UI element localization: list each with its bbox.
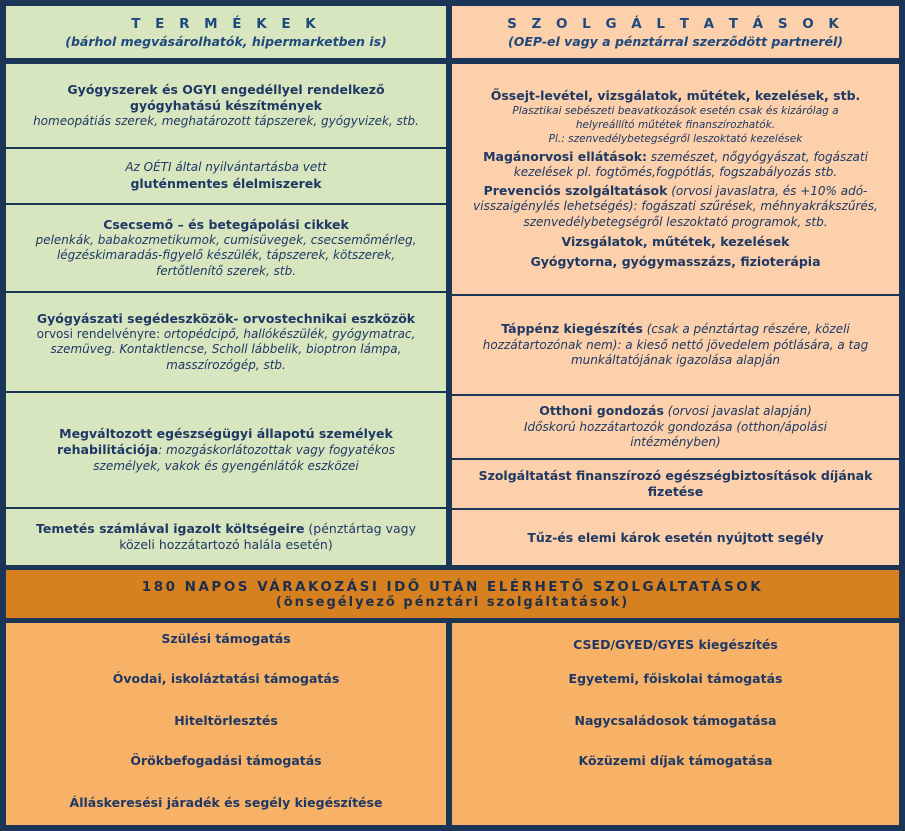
bottom-title: 180 NAPOS VÁRAKOZÁSI IDŐ UTÁN ELÉRHETŐ SZOLGÁLTATÁSOK xyxy=(141,578,764,595)
szolg-cell-tuz xyxy=(452,510,899,565)
bottom-left-item: Álláskeresési járadék és segély kiegészítése xyxy=(69,795,383,810)
termek-cell-rehabilitacio xyxy=(6,393,446,507)
szolg-otthoni-italic: (orvosi javaslat alapján) xyxy=(663,404,812,419)
termekek-title: T E R M É K E K xyxy=(131,15,321,32)
szolg-cell-finansz xyxy=(452,460,899,508)
szolg-prevencios-bold: Prevenciós szolgáltatások xyxy=(483,182,668,198)
szolg-szenvedely: Pl.: szenvedélybetegségről leszoktató kezelések xyxy=(548,132,803,145)
termek-gluten-title: gluténmentes élelmiszerek xyxy=(130,175,322,191)
termek-rehab-bold: Megváltozott egészségügyi állapotú személyek rehabilitációja xyxy=(57,425,393,457)
szolgaltatasok-title: S Z O L G Á L T A T Á S O K xyxy=(507,15,844,32)
termekek-subtitle: (bárhol megvásárolhatók, hipermarketben is) xyxy=(65,33,387,49)
termek-csecsemo-desc: pelenkák, babakozmetikumok, cumisüvegek, csecsemőmérleg, légzéskimaradás-figyelő készülék, tápszerek, kötszerek, fertőtlenítő szerek, stb. xyxy=(35,232,417,278)
szolg-finansz: Szolgáltatást finanszírozó egészségbiztosítások díjának fizetése xyxy=(478,468,873,499)
szolg-gyogytorna: Gyógytorna, gyógymasszázs, fizioterápia xyxy=(530,254,821,270)
szolg-cell-otthoni xyxy=(452,396,899,458)
szolg-cell-main xyxy=(452,64,899,294)
termek-gyogyszerek-title: Gyógyszerek és OGYI engedéllyel rendelkező gyógyhatású készítmények xyxy=(67,81,385,113)
termek-cell-temetes xyxy=(6,509,446,565)
bottom-subtitle: (önsegélyező pénztári szolgáltatások) xyxy=(275,594,630,610)
szolg-plasztikai: Plasztikai sebészeti beavatkozások esetén csak és kizárólag a helyreállító műtétek finanszírozhatók. xyxy=(512,104,839,131)
bottom-left-item: Szülési támogatás xyxy=(161,631,291,646)
termek-temetes-bold: Temetés számlával igazolt költségeire xyxy=(36,521,305,536)
bottom-left-panel xyxy=(6,623,446,825)
szolg-tappenz-text xyxy=(480,321,871,369)
bottom-right-item: Egyetemi, főiskolai támogatás xyxy=(568,671,783,686)
termek-csecsemo-title: Csecsemő – és betegápolási cikkek xyxy=(103,216,349,232)
szolg-otthoni-text xyxy=(539,403,812,420)
szolg-vizsgalatok: Vizsgálatok, műtétek, kezelések xyxy=(561,234,790,250)
bottom-left-item: Óvodai, iskoláztatási támogatás xyxy=(112,671,340,686)
szolg-cell-tappenz xyxy=(452,296,899,394)
termek-segedeszkoz-normal: orvosi rendelvényre: xyxy=(36,326,164,341)
szolgaltatasok-header xyxy=(452,6,899,58)
szolg-tuz: Tűz-és elemi károk esetén nyújtott segély xyxy=(527,529,824,545)
termek-cell-segedeszkozok xyxy=(6,293,446,391)
szolg-maganorvosi-italic: szemészet, nőgyógyászat, fogászati kezelések pl. fogtömés,fogpótlás, fogszabályozás stb. xyxy=(513,149,868,180)
termek-temetes-text xyxy=(24,521,428,553)
termek-rehab-italic: : mozgáskorlátozottak vagy fogyatékos személyek, vakok és gyengénlátók eszközei xyxy=(93,442,395,473)
termek-segedeszkoz-title: Gyógyászati segédeszközök- orvostechnikai eszközök xyxy=(36,310,416,326)
szolg-otthoni-bold: Otthoni gondozás xyxy=(539,403,664,419)
termek-rehab-text xyxy=(28,426,424,475)
bottom-left-item: Hiteltörlesztés xyxy=(174,713,278,728)
szolg-maganorvosi-bold: Magánorvosi ellátások: xyxy=(483,148,648,164)
termek-segedeszkoz-desc xyxy=(28,327,424,374)
termek-gyogyszerek-desc: homeopátiás szerek, meghatározott tápszerek, gyógyvizek, stb. xyxy=(33,113,419,128)
bottom-right-panel xyxy=(452,623,899,825)
bottom-left-item: Örökbefogadási támogatás xyxy=(130,753,322,768)
termekek-header xyxy=(6,6,446,58)
termek-temetes-normal: (pénztártag vagy közeli hozzátartozó halála esetén) xyxy=(119,521,416,552)
szolg-maganorvosi xyxy=(468,149,883,181)
szolg-tappenz-bold: Táppénz kiegészítés xyxy=(501,321,643,337)
bottom-right-item: Közüzemi díjak támogatása xyxy=(578,753,773,768)
szolg-otthoni-line2: Időskorú hozzátartozók gondozása (otthon/ápolási intézményben) xyxy=(524,419,827,450)
szolg-prevencios-italic: (orvosi javaslatra, és +10% adó-visszaigénylés lehetségés): fogászati szűrések, méhnyakrákszűrés, szenvedélybetegségről leszoktató programok, stb. xyxy=(473,183,878,229)
szolg-tappenz-italic: (csak a pénztártag részére, közeli hozzátartozónak nem): a kieső nettó jövedelem pótlására, a tag munkáltatójának igazolása alapján xyxy=(482,322,869,368)
bottom-right-item: Nagycsaládosok támogatása xyxy=(574,713,777,728)
szolg-prevencios xyxy=(468,183,883,231)
termek-gluten-intro: Az OÉTI által nyilvántartásba vett xyxy=(125,160,327,175)
bottom-right-item: CSED/GYED/GYES kiegészítés xyxy=(573,637,778,652)
termek-cell-csecsemo xyxy=(6,205,446,291)
szolgaltatasok-subtitle: (OEP-el vagy a pénztárral szerződött partnerél) xyxy=(508,33,843,49)
szolg-ossejt: Őssejt-levétel, vizsgálatok, műtétek, kezelések, stb. xyxy=(490,87,861,103)
termek-cell-glutenmentes xyxy=(6,149,446,203)
termek-cell-gyogyszerek xyxy=(6,64,446,147)
bottom-header xyxy=(6,570,899,618)
termek-segedeszkoz-italic: ortopédcipő, hallókészülék, gyógymatrac, szemüveg. Kontaktlencse, Scholl lábbelik, bioptron lámpa, masszírozógép, stb. xyxy=(50,326,416,372)
